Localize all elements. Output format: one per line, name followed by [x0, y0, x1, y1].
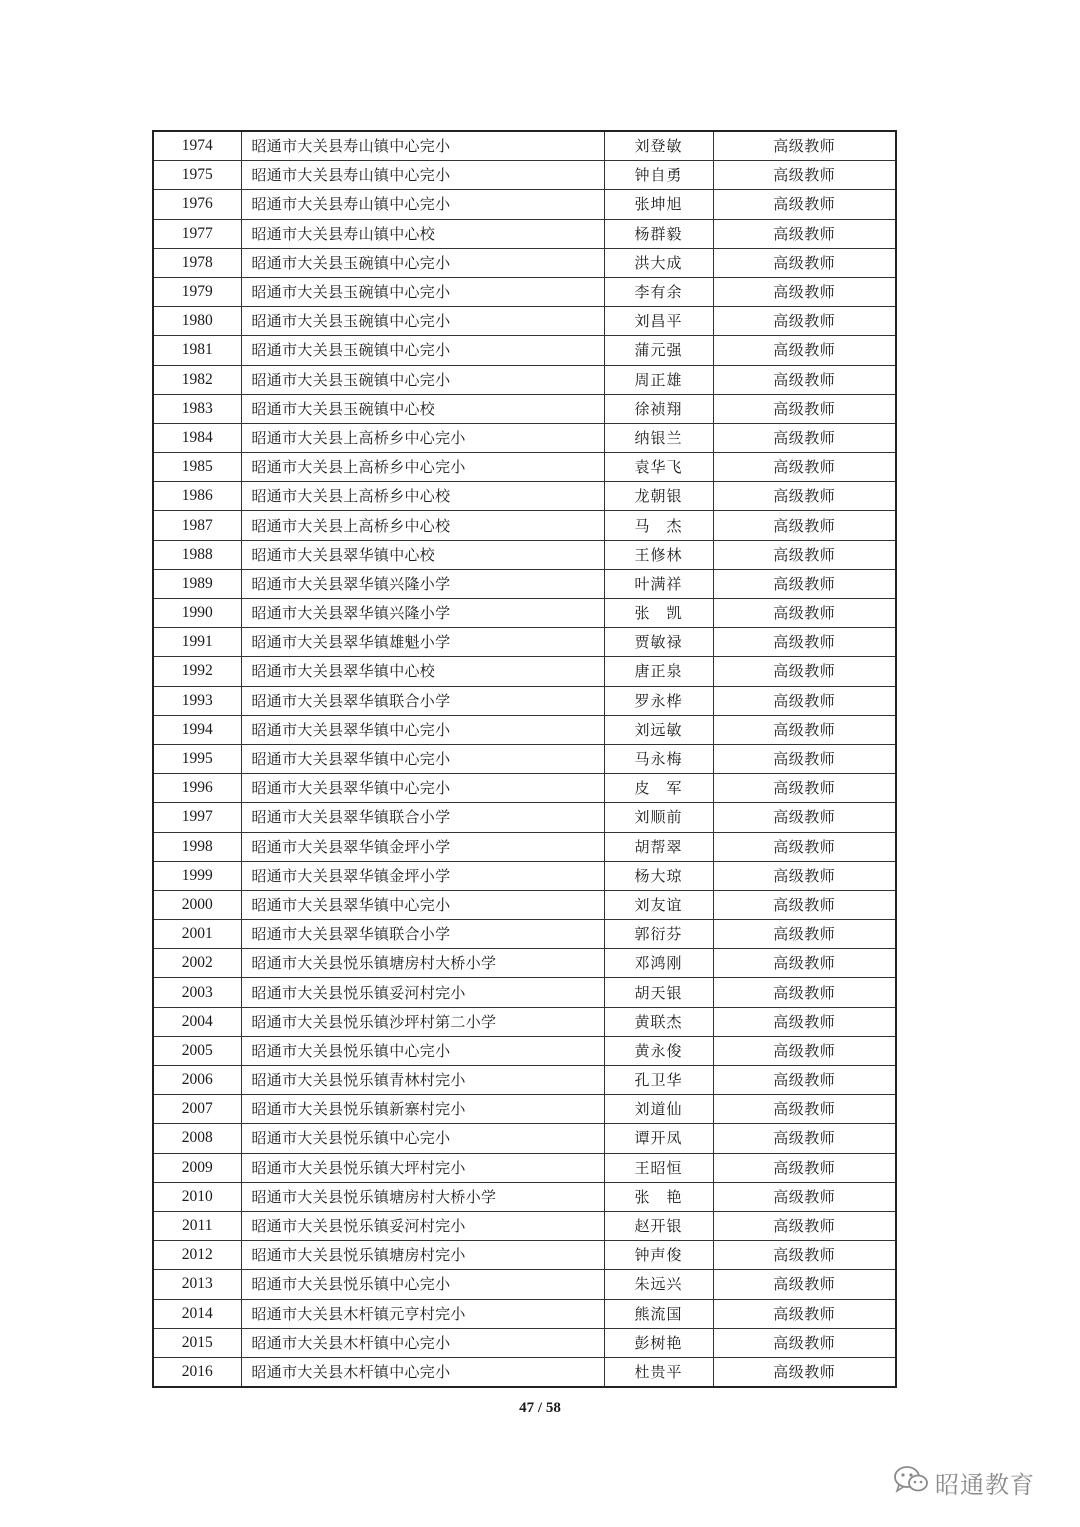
title-level: 高级教师 [713, 307, 896, 336]
title-level: 高级教师 [713, 569, 896, 598]
teacher-name: 刘昌平 [604, 307, 713, 336]
serial-number: 2016 [153, 1357, 241, 1387]
school-name: 昭通市大关县悦乐镇妥河村完小 [241, 1211, 604, 1240]
serial-number: 1999 [153, 861, 241, 890]
school-name: 昭通市大关县寿山镇中心完小 [241, 190, 604, 219]
title-level: 高级教师 [713, 1182, 896, 1211]
teacher-name: 钟自勇 [604, 161, 713, 190]
serial-number: 1975 [153, 161, 241, 190]
table-row [153, 1211, 896, 1240]
serial-number: 2004 [153, 1007, 241, 1036]
title-level: 高级教师 [713, 832, 896, 861]
table-row [153, 423, 896, 452]
table-row [153, 744, 896, 773]
serial-number: 1990 [153, 599, 241, 628]
serial-number: 1980 [153, 307, 241, 336]
teacher-name: 徐祯翔 [604, 394, 713, 423]
serial-number: 1994 [153, 715, 241, 744]
teacher-name: 杨群毅 [604, 219, 713, 248]
table-row [153, 569, 896, 598]
teacher-name: 邓鸿刚 [604, 949, 713, 978]
teacher-name: 杜贵平 [604, 1357, 713, 1387]
teacher-name: 张坤旭 [604, 190, 713, 219]
teacher-name: 龙朝银 [604, 482, 713, 511]
title-level: 高级教师 [713, 161, 896, 190]
serial-number: 1991 [153, 628, 241, 657]
title-level: 高级教师 [713, 248, 896, 277]
title-level: 高级教师 [713, 890, 896, 919]
table-row [153, 1182, 896, 1211]
serial-number: 2012 [153, 1241, 241, 1270]
table-row [153, 277, 896, 306]
teacher-name: 刘顺前 [604, 803, 713, 832]
teacher-name: 熊流国 [604, 1299, 713, 1328]
serial-number: 2002 [153, 949, 241, 978]
table-row [153, 715, 896, 744]
teacher-name: 孔卫华 [604, 1066, 713, 1095]
school-name: 昭通市大关县悦乐镇塘房村完小 [241, 1241, 604, 1270]
title-level: 高级教师 [713, 1211, 896, 1240]
table-row [153, 511, 896, 540]
title-level: 高级教师 [713, 686, 896, 715]
school-name: 昭通市大关县玉碗镇中心完小 [241, 336, 604, 365]
table-row [153, 1357, 896, 1387]
table-row [153, 657, 896, 686]
serial-number: 1982 [153, 365, 241, 394]
page-number: 47 / 58 [519, 1400, 561, 1416]
teacher-name: 周正雄 [604, 365, 713, 394]
serial-number: 2008 [153, 1124, 241, 1153]
teacher-name: 王昭恒 [604, 1153, 713, 1182]
serial-number: 1993 [153, 686, 241, 715]
school-name: 昭通市大关县玉碗镇中心完小 [241, 277, 604, 306]
serial-number: 2006 [153, 1066, 241, 1095]
school-name: 昭通市大关县翠华镇联合小学 [241, 803, 604, 832]
watermark-text: 昭通教育 [935, 1470, 1035, 1499]
table-row [153, 978, 896, 1007]
school-name: 昭通市大关县悦乐镇大坪村完小 [241, 1153, 604, 1182]
teacher-name: 贾敏禄 [604, 628, 713, 657]
teacher-name: 皮 军 [604, 774, 713, 803]
school-name: 昭通市大关县翠华镇中心完小 [241, 890, 604, 919]
school-name: 昭通市大关县上高桥乡中心完小 [241, 423, 604, 452]
table-row [153, 1124, 896, 1153]
school-name: 昭通市大关县上高桥乡中心完小 [241, 453, 604, 482]
teacher-name: 张 凯 [604, 599, 713, 628]
title-level: 高级教师 [713, 715, 896, 744]
teacher-name: 王修林 [604, 540, 713, 569]
table-row [153, 599, 896, 628]
teacher-name: 纳银兰 [604, 423, 713, 452]
serial-number: 2003 [153, 978, 241, 1007]
teacher-name: 彭树艳 [604, 1328, 713, 1357]
serial-number: 1978 [153, 248, 241, 277]
table-row [153, 1270, 896, 1299]
school-name: 昭通市大关县玉碗镇中心完小 [241, 307, 604, 336]
title-level: 高级教师 [713, 628, 896, 657]
serial-number: 2001 [153, 920, 241, 949]
school-name: 昭通市大关县上高桥乡中心校 [241, 511, 604, 540]
table-row [153, 1007, 896, 1036]
serial-number: 1998 [153, 832, 241, 861]
school-name: 昭通市大关县悦乐镇塘房村大桥小学 [241, 949, 604, 978]
school-name: 昭通市大关县翠华镇兴隆小学 [241, 569, 604, 598]
title-level: 高级教师 [713, 540, 896, 569]
teacher-name: 洪大成 [604, 248, 713, 277]
title-level: 高级教师 [713, 1066, 896, 1095]
table-row [153, 686, 896, 715]
table-row [153, 1241, 896, 1270]
table-row [153, 890, 896, 919]
school-name: 昭通市大关县翠华镇联合小学 [241, 686, 604, 715]
table-row [153, 131, 896, 161]
serial-number: 1987 [153, 511, 241, 540]
school-name: 昭通市大关县寿山镇中心完小 [241, 131, 604, 161]
title-level: 高级教师 [713, 336, 896, 365]
title-level: 高级教师 [713, 453, 896, 482]
teacher-name: 刘友谊 [604, 890, 713, 919]
teacher-name: 胡天银 [604, 978, 713, 1007]
serial-number: 1976 [153, 190, 241, 219]
serial-number: 1997 [153, 803, 241, 832]
school-name: 昭通市大关县玉碗镇中心完小 [241, 365, 604, 394]
school-name: 昭通市大关县翠华镇中心校 [241, 657, 604, 686]
table-row [153, 453, 896, 482]
table-row [153, 482, 896, 511]
serial-number: 2010 [153, 1182, 241, 1211]
title-level: 高级教师 [713, 511, 896, 540]
serial-number: 1995 [153, 744, 241, 773]
school-name: 昭通市大关县翠华镇中心完小 [241, 744, 604, 773]
serial-number: 1983 [153, 394, 241, 423]
title-level: 高级教师 [713, 365, 896, 394]
title-level: 高级教师 [713, 1095, 896, 1124]
school-name: 昭通市大关县翠华镇联合小学 [241, 920, 604, 949]
table-row [153, 1299, 896, 1328]
serial-number: 1979 [153, 277, 241, 306]
serial-number: 2014 [153, 1299, 241, 1328]
teacher-name: 钟声俊 [604, 1241, 713, 1270]
serial-number: 2009 [153, 1153, 241, 1182]
serial-number: 1988 [153, 540, 241, 569]
school-name: 昭通市大关县悦乐镇青林村完小 [241, 1066, 604, 1095]
serial-number: 1977 [153, 219, 241, 248]
title-level: 高级教师 [713, 277, 896, 306]
school-name: 昭通市大关县木杆镇中心完小 [241, 1357, 604, 1387]
teacher-name: 李有余 [604, 277, 713, 306]
teacher-name: 黄联杰 [604, 1007, 713, 1036]
records-table [152, 130, 897, 1388]
school-name: 昭通市大关县悦乐镇沙坪村第二小学 [241, 1007, 604, 1036]
teacher-name: 谭开凤 [604, 1124, 713, 1153]
title-level: 高级教师 [713, 131, 896, 161]
title-level: 高级教师 [713, 1036, 896, 1065]
table-row [153, 1095, 896, 1124]
title-level: 高级教师 [713, 1241, 896, 1270]
teacher-name: 叶满祥 [604, 569, 713, 598]
serial-number: 1989 [153, 569, 241, 598]
school-name: 昭通市大关县寿山镇中心完小 [241, 161, 604, 190]
serial-number: 2005 [153, 1036, 241, 1065]
table-row [153, 832, 896, 861]
title-level: 高级教师 [713, 861, 896, 890]
school-name: 昭通市大关县翠华镇中心校 [241, 540, 604, 569]
teacher-name: 唐正泉 [604, 657, 713, 686]
teacher-name: 赵开银 [604, 1211, 713, 1240]
title-level: 高级教师 [713, 1357, 896, 1387]
title-level: 高级教师 [713, 774, 896, 803]
serial-number: 1986 [153, 482, 241, 511]
table-row [153, 920, 896, 949]
school-name: 昭通市大关县悦乐镇中心完小 [241, 1270, 604, 1299]
wechat-icon [893, 1465, 929, 1499]
title-level: 高级教师 [713, 803, 896, 832]
school-name: 昭通市大关县翠华镇中心完小 [241, 774, 604, 803]
title-level: 高级教师 [713, 744, 896, 773]
watermark [893, 1462, 1035, 1502]
table-row [153, 219, 896, 248]
serial-number: 2011 [153, 1211, 241, 1240]
school-name: 昭通市大关县翠华镇金坪小学 [241, 832, 604, 861]
serial-number: 2000 [153, 890, 241, 919]
title-level: 高级教师 [713, 1007, 896, 1036]
table-row [153, 1153, 896, 1182]
school-name: 昭通市大关县寿山镇中心校 [241, 219, 604, 248]
school-name: 昭通市大关县上高桥乡中心校 [241, 482, 604, 511]
teacher-name: 刘登敏 [604, 131, 713, 161]
table-row [153, 540, 896, 569]
serial-number: 2007 [153, 1095, 241, 1124]
title-level: 高级教师 [713, 482, 896, 511]
title-level: 高级教师 [713, 190, 896, 219]
serial-number: 2015 [153, 1328, 241, 1357]
teacher-name: 刘道仙 [604, 1095, 713, 1124]
teacher-name: 刘远敏 [604, 715, 713, 744]
title-level: 高级教师 [713, 423, 896, 452]
table-row [153, 1036, 896, 1065]
teacher-name: 胡帮翠 [604, 832, 713, 861]
table-row [153, 628, 896, 657]
table-row [153, 774, 896, 803]
serial-number: 1974 [153, 131, 241, 161]
school-name: 昭通市大关县玉碗镇中心完小 [241, 248, 604, 277]
school-name: 昭通市大关县玉碗镇中心校 [241, 394, 604, 423]
teacher-name: 杨大琼 [604, 861, 713, 890]
serial-number: 1992 [153, 657, 241, 686]
school-name: 昭通市大关县翠华镇金坪小学 [241, 861, 604, 890]
serial-number: 1985 [153, 453, 241, 482]
title-level: 高级教师 [713, 1124, 896, 1153]
table-row [153, 248, 896, 277]
serial-number: 1996 [153, 774, 241, 803]
teacher-name: 蒲元强 [604, 336, 713, 365]
table-row [153, 161, 896, 190]
table-row [153, 365, 896, 394]
school-name: 昭通市大关县悦乐镇中心完小 [241, 1036, 604, 1065]
school-name: 昭通市大关县悦乐镇新寨村完小 [241, 1095, 604, 1124]
teacher-name: 马永梅 [604, 744, 713, 773]
serial-number: 2013 [153, 1270, 241, 1299]
school-name: 昭通市大关县悦乐镇妥河村完小 [241, 978, 604, 1007]
serial-number: 1981 [153, 336, 241, 365]
title-level: 高级教师 [713, 949, 896, 978]
table-row [153, 1066, 896, 1095]
table-row [153, 394, 896, 423]
school-name: 昭通市大关县木杆镇元亨村完小 [241, 1299, 604, 1328]
title-level: 高级教师 [713, 599, 896, 628]
title-level: 高级教师 [713, 1299, 896, 1328]
title-level: 高级教师 [713, 1270, 896, 1299]
teacher-name: 马 杰 [604, 511, 713, 540]
school-name: 昭通市大关县悦乐镇塘房村大桥小学 [241, 1182, 604, 1211]
school-name: 昭通市大关县翠华镇雄魁小学 [241, 628, 604, 657]
teacher-name: 张 艳 [604, 1182, 713, 1211]
table-row [153, 190, 896, 219]
table-row [153, 861, 896, 890]
school-name: 昭通市大关县木杆镇中心完小 [241, 1328, 604, 1357]
school-name: 昭通市大关县翠华镇兴隆小学 [241, 599, 604, 628]
table-row [153, 803, 896, 832]
teacher-name: 黄永俊 [604, 1036, 713, 1065]
teacher-name: 朱远兴 [604, 1270, 713, 1299]
school-name: 昭通市大关县悦乐镇中心完小 [241, 1124, 604, 1153]
table-row [153, 307, 896, 336]
teacher-name: 罗永桦 [604, 686, 713, 715]
title-level: 高级教师 [713, 657, 896, 686]
title-level: 高级教师 [713, 978, 896, 1007]
table-row [153, 949, 896, 978]
title-level: 高级教师 [713, 920, 896, 949]
table-row [153, 336, 896, 365]
title-level: 高级教师 [713, 219, 896, 248]
teacher-name: 袁华飞 [604, 453, 713, 482]
teacher-name: 郭衍芬 [604, 920, 713, 949]
serial-number: 1984 [153, 423, 241, 452]
title-level: 高级教师 [713, 1328, 896, 1357]
title-level: 高级教师 [713, 394, 896, 423]
title-level: 高级教师 [713, 1153, 896, 1182]
school-name: 昭通市大关县翠华镇中心完小 [241, 715, 604, 744]
table-row [153, 1328, 896, 1357]
